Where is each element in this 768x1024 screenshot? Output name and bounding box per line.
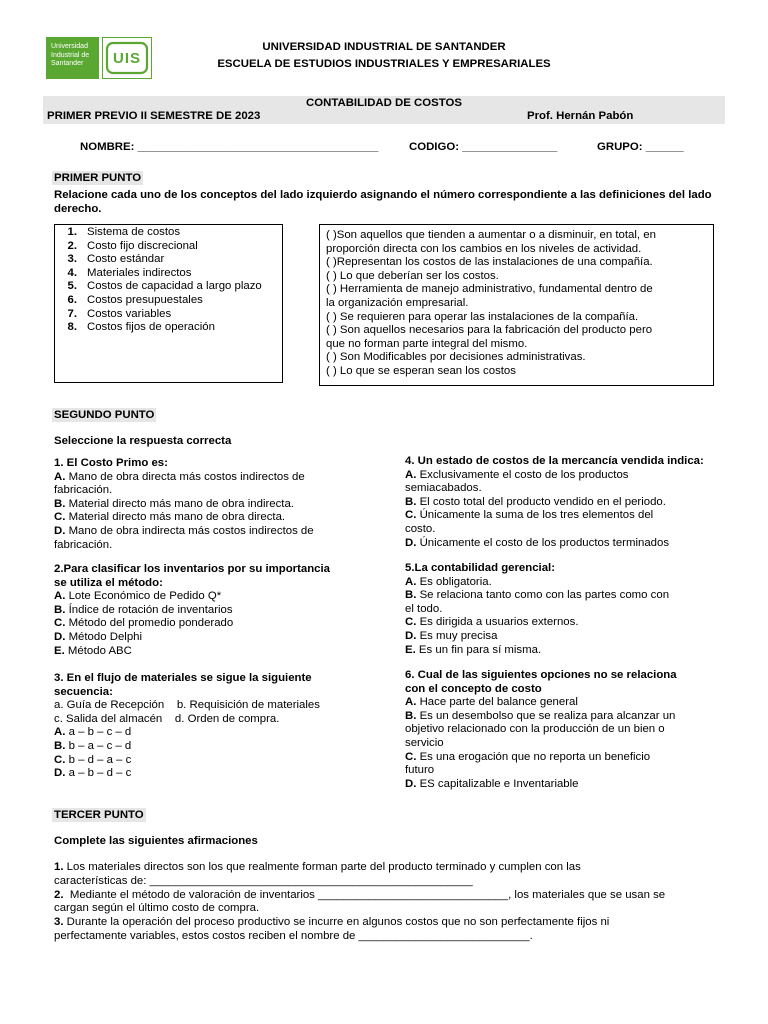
option[interactable]: A. Es obligatoria. — [405, 575, 492, 588]
concepts-list — [55, 225, 282, 335]
statement-line: 3. Durante la operación del proceso productivo se incurre en algunos costos que no son perfectamente fijos ni — [54, 916, 610, 929]
logo-text-line: Santander — [51, 60, 84, 67]
definitions-box — [319, 224, 714, 386]
logo-text-line: Universidad — [51, 43, 88, 50]
concept-item: 4. Materiales indirectos — [67, 266, 192, 279]
question-3-title: 3. En el flujo de materiales se sigue la siguiente — [54, 672, 312, 684]
code-field[interactable]: CODIGO: _______________ — [409, 141, 558, 153]
definition-line[interactable]: ( ) Son aquellos necesarios para la fabricación del producto pero — [326, 324, 653, 337]
section-2-instruction: Seleccione la respuesta correcta — [54, 435, 232, 447]
option-continuation: objetivo relacionado con la producción de un bien o — [405, 723, 665, 736]
question-2-title: se utiliza el método: — [54, 576, 163, 589]
option[interactable]: C. Es una erogación que no reporta un beneficio — [405, 750, 651, 763]
section-1-instruction: Relacione cada uno de los conceptos del lado izquierdo asignando el número correspondiente a las definiciones del lado derecho. — [54, 189, 712, 215]
question-5-title: 5.La contabilidad gerencial: — [405, 562, 556, 574]
option-continuation: el todo. — [405, 602, 443, 615]
option[interactable]: D. Método Delphi — [54, 630, 143, 643]
option[interactable]: B. Se relaciona tanto como con las partes como con — [405, 589, 670, 602]
sequence-line: a. Guía de Recepción b. Requisición de materiales — [54, 699, 320, 712]
concept-item: 8. Costos fijos de operación — [67, 321, 215, 334]
option[interactable]: A. Exclusivamente el costo de los productos — [405, 468, 629, 481]
option[interactable]: C. Material directo más mano de obra directa. — [54, 511, 286, 524]
option[interactable]: D. a – b – d – c — [54, 767, 132, 780]
option-continuation: fabricación. — [54, 484, 113, 497]
option[interactable]: D. Mano de obra indirecta más costos indirectos de — [54, 524, 314, 537]
question-4 — [405, 455, 725, 550]
question-2-title: 2.Para clasificar los inventarios por su importancia — [54, 563, 331, 575]
concept-item: 6. Costos presupuestales — [67, 293, 203, 306]
concept-item: 2. Costo fijo discrecional — [67, 239, 198, 252]
option[interactable]: D. Es muy precisa — [405, 629, 498, 642]
option[interactable]: C. b – d – a – c — [54, 753, 132, 766]
definition-line[interactable]: ( ) Son Modificables por decisiones administrativas. — [326, 351, 586, 364]
uis-logo-text: UIS — [112, 49, 141, 67]
question-4-title: 4. Un estado de costos de la mercancía vendida indica: — [405, 455, 704, 467]
name-field[interactable]: NOMBRE: ______________________________________ — [80, 141, 379, 153]
option[interactable]: A. Lote Económico de Pedido Q* — [54, 590, 222, 603]
definition-line[interactable]: ( ) Se requieren para operar las instalaciones de la compañía. — [326, 310, 639, 323]
option-continuation: futuro — [405, 764, 435, 777]
option[interactable]: A. a – b – c – d — [54, 726, 132, 739]
option[interactable]: C. Método del promedio ponderado — [54, 617, 234, 630]
option[interactable]: D. Únicamente el costo de los productos terminados — [405, 536, 670, 549]
concept-item: 5. Costos de capacidad a largo plazo — [67, 280, 262, 293]
option[interactable]: C. Únicamente la suma de los tres elementos del — [405, 509, 654, 522]
concept-item: 1. Sistema de costos — [67, 226, 181, 238]
section-title-3: TERCER PUNTO — [54, 809, 144, 821]
definition-line: proporción directa con los cambios en los niveles de actividad. — [326, 242, 642, 255]
question-3-title: secuencia: — [54, 685, 113, 698]
option-continuation: semiacabados. — [405, 482, 482, 495]
section-title-2: SEGUNDO PUNTO — [54, 409, 155, 421]
definition-line[interactable]: ( )Representan los costos de las instalaciones de una compañía. — [326, 256, 653, 269]
statement-line[interactable]: características de: ___________________________________________________ — [54, 874, 473, 887]
course-title: CONTABILIDAD DE COSTOS — [306, 97, 462, 109]
sequence-line: c. Salida del almacén d. Orden de compra. — [54, 712, 280, 725]
school-name: ESCUELA DE ESTUDIOS INDUSTRIALES Y EMPRESARIALES — [217, 58, 551, 70]
option-continuation: costo. — [405, 522, 436, 535]
question-5 — [405, 562, 725, 657]
question-6 — [405, 669, 701, 791]
option[interactable]: B. b – a – c – d — [54, 739, 132, 752]
university-name: UNIVERSIDAD INDUSTRIAL DE SANTANDER — [262, 41, 506, 53]
concepts-box — [54, 224, 283, 383]
question-6-title: 6. Cual de las siguientes opciones no se relaciona — [405, 669, 677, 681]
question-6-title: con el concepto de costo — [405, 682, 542, 695]
group-field[interactable]: GRUPO: ______ — [597, 141, 684, 153]
concept-item: 3. Costo estándar — [67, 253, 165, 266]
option[interactable]: B. Material directo más mano de obra indirecta. — [54, 497, 294, 510]
option[interactable]: A. Hace parte del balance general — [405, 696, 578, 709]
option[interactable]: B. Es un desembolso que se realiza para alcanzar un — [405, 709, 676, 722]
statement-line[interactable]: 2. Mediante el método de valoración de inventarios ______________________________, los materiales que se usan se — [54, 888, 666, 901]
question-3 — [54, 672, 354, 781]
section-title-1: PRIMER PUNTO — [54, 172, 142, 184]
definition-line[interactable]: ( )Son aquellos que tienden a aumentar o a disminuir, en total, en — [326, 229, 656, 241]
option[interactable]: D. ES capitalizable e Inventariable — [405, 777, 579, 790]
statements — [54, 861, 719, 944]
option[interactable]: B. Índice de rotación de inventarios — [54, 603, 233, 616]
option[interactable]: E. Método ABC — [54, 644, 132, 657]
professor-name: Prof. Hernán Pabón — [527, 110, 634, 122]
definition-line: la organización empresarial. — [326, 296, 469, 309]
option-continuation: fabricación. — [54, 538, 113, 551]
logo-text-line: Industrial de — [51, 51, 90, 59]
option[interactable]: B. El costo total del producto vendido en el periodo. — [405, 495, 666, 508]
definition-line[interactable]: ( ) Lo que deberían ser los costos. — [326, 269, 499, 282]
question-1-title: 1. El Costo Primo es: — [54, 457, 168, 469]
option[interactable]: E. Es un fin para sí misma. — [405, 643, 542, 656]
definition-line[interactable]: ( ) Lo que se esperan sean los costos — [326, 364, 516, 377]
question-1 — [54, 457, 354, 552]
statement-line[interactable]: 1. Los materiales directos son los que realmente forman parte del producto terminado y cumplen con las — [54, 861, 581, 873]
statement-line[interactable]: perfectamente variables, estos costos reciben el nombre de ___________________________. — [54, 929, 533, 942]
concept-item: 7. Costos variables — [67, 307, 172, 320]
exam-title: PRIMER PREVIO II SEMESTRE DE 2023 — [47, 110, 261, 122]
option[interactable]: C. Es dirigida a usuarios externos. — [405, 616, 579, 629]
question-2 — [54, 563, 354, 658]
section-3-instruction: Complete las siguientes afirmaciones — [54, 835, 258, 847]
option[interactable]: A. Mano de obra directa más costos indirectos de — [54, 470, 305, 483]
definition-line: que no forman parte integral del mismo. — [326, 337, 528, 350]
option-continuation: servicio — [405, 736, 444, 749]
definition-line[interactable]: ( ) Herramienta de manejo administrativo, fundamental dentro de — [326, 283, 653, 296]
statement-line: cargan según el último costo de compra. — [54, 902, 260, 915]
